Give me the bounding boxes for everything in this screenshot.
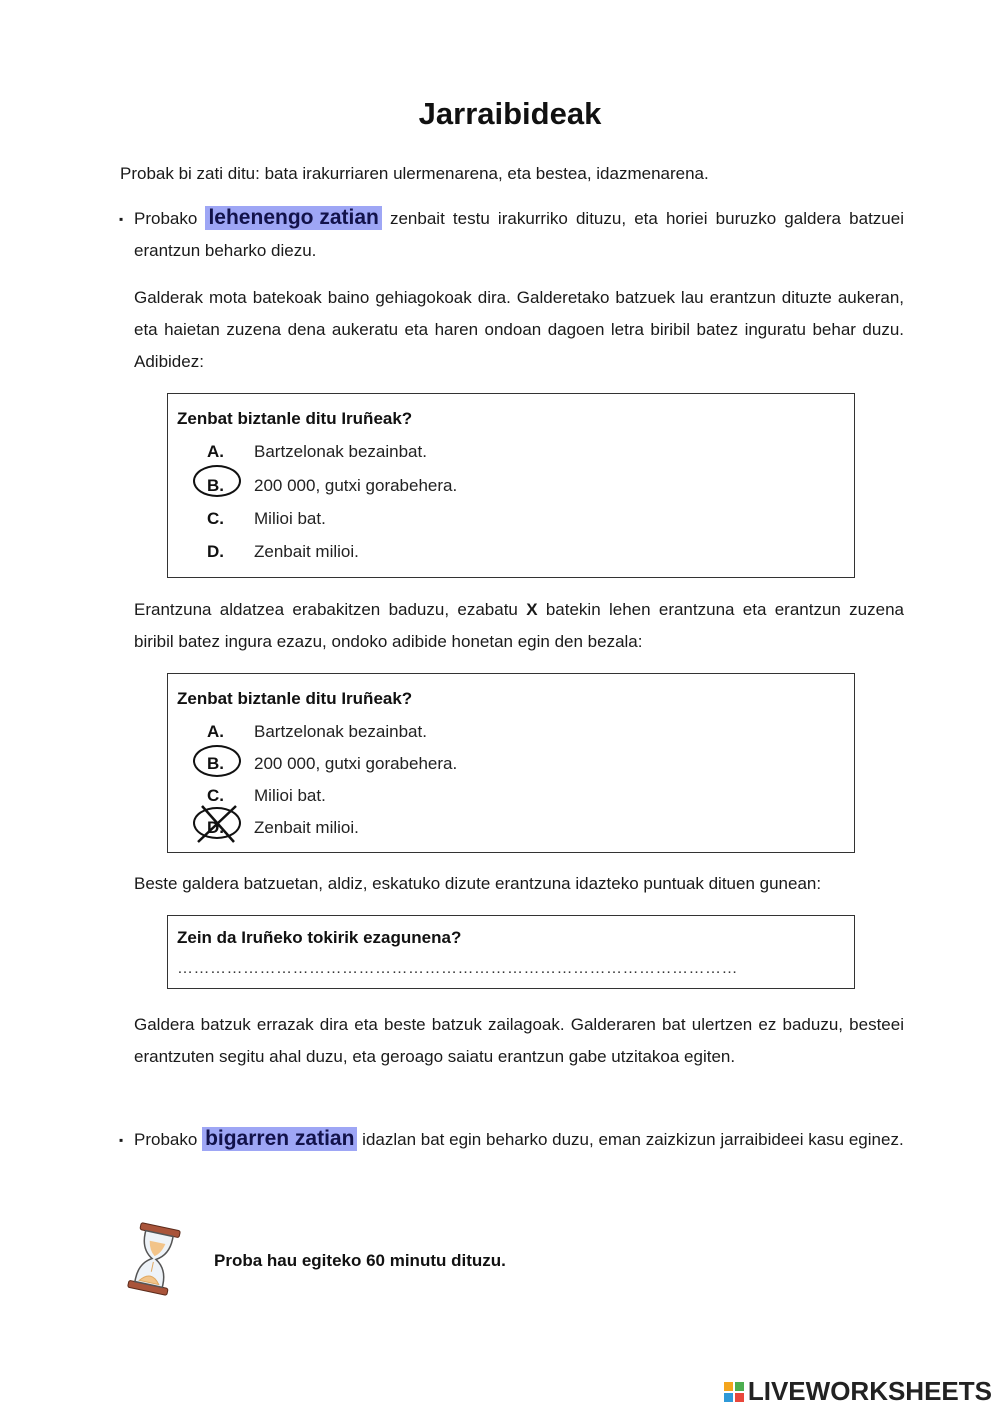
change-before: Erantzuna aldatzea erabakitzen baduzu, ezabatu (134, 600, 518, 619)
option-text-a: Bartzelonak bezainbat. (254, 722, 427, 741)
option-letter-c: C. (207, 509, 224, 528)
option-letter-a: A. (207, 442, 224, 461)
option-text-d: Zenbait milioi. (254, 542, 359, 561)
example-box-3 (167, 915, 855, 989)
option-text-b: 200 000, gutxi gorabehera. (254, 754, 458, 773)
bullet: ▪ (119, 212, 124, 226)
liveworksheets-logo (724, 1376, 992, 1407)
logo-mark (724, 1382, 744, 1402)
option-letter-c: C. (207, 786, 224, 805)
part1-after: zenbait testu irakurriko dituzu, eta horiei buruzko galdera batzuei erantzun beharko diezu. (134, 209, 904, 260)
option-letter-a: A. (207, 722, 224, 741)
answer-circle-mark (193, 465, 241, 497)
answer-dotted-line: ………………………………………………………………………………………… (177, 960, 738, 977)
logo-text: LIVEWORKSHEETS (747, 1376, 992, 1406)
change-x: X (526, 600, 538, 619)
example-question: Zenbat biztanle ditu Iruñeak? (177, 689, 413, 708)
part2-highlight: bigarren zatian (202, 1127, 357, 1151)
option-text-d: Zenbait milioi. (254, 818, 359, 837)
cross-out-icon (194, 802, 242, 846)
part2-before: Probako (134, 1130, 198, 1149)
option-letter-d: D. (207, 818, 224, 837)
example-box-2 (167, 673, 855, 853)
open-question-instructions: Beste galdera batzuetan, aldiz, eskatuko dizute erantzuna idazteko puntuak dituen gunean: (134, 874, 822, 893)
bullet: ▪ (119, 1133, 124, 1147)
difficulty-note: Galdera batzuk errazak dira eta beste batzuk zailagoak. Galderaren bat ulertzen ez baduzu, besteei erantzuten segitu ahal duzu, eta geroago saiatu erantzun gabe utzitakoa egiten. (134, 1015, 904, 1066)
option-letter-d: D. (207, 542, 224, 561)
option-letter-b: B. (207, 476, 224, 495)
part1-highlight: lehenengo zatian (205, 206, 381, 230)
choice-instructions: Galderak mota batekoak baino gehiagokoak dira. Galderetako batzuek lau erantzun dituzte aukeran, eta haietan zuzena dena aukeratu eta haren ondoan dagoen letra biribil batez inguratu behar duzu. Adibidez: (134, 288, 904, 371)
example-box-1 (167, 393, 855, 578)
option-text-c: Milioi bat. (254, 786, 326, 805)
time-note: Proba hau egiteko 60 minutu dituzu. (214, 1251, 506, 1270)
option-letter-b: B. (207, 754, 224, 773)
page-title: Jarraibideak (418, 96, 602, 131)
part2-after: idazlan bat egin beharko duzu, eman zaizkizun jarraibideei kasu eginez. (362, 1130, 904, 1149)
part1-paragraph (119, 203, 904, 267)
option-text-a: Bartzelonak bezainbat. (254, 442, 427, 461)
hourglass-icon (124, 1222, 184, 1296)
option-text-c: Milioi bat. (254, 509, 326, 528)
part1-before: Probako (134, 209, 198, 228)
example-question: Zein da Iruñeko tokirik ezagunena? (177, 928, 462, 947)
part2-paragraph (119, 1124, 904, 1156)
option-text-b: 200 000, gutxi gorabehera. (254, 476, 458, 495)
intro-text: Probak bi zati ditu: bata irakurriaren ulermenarena, eta bestea, idazmenarena. (120, 164, 709, 183)
answer-circle-mark (193, 745, 241, 777)
change-after: batekin lehen erantzuna eta erantzun zuzena biribil batez ingura ezazu, ondoko adibide honetan egin den bezala: (134, 600, 904, 651)
change-instructions (134, 594, 904, 658)
example-question: Zenbat biztanle ditu Iruñeak? (177, 409, 413, 428)
